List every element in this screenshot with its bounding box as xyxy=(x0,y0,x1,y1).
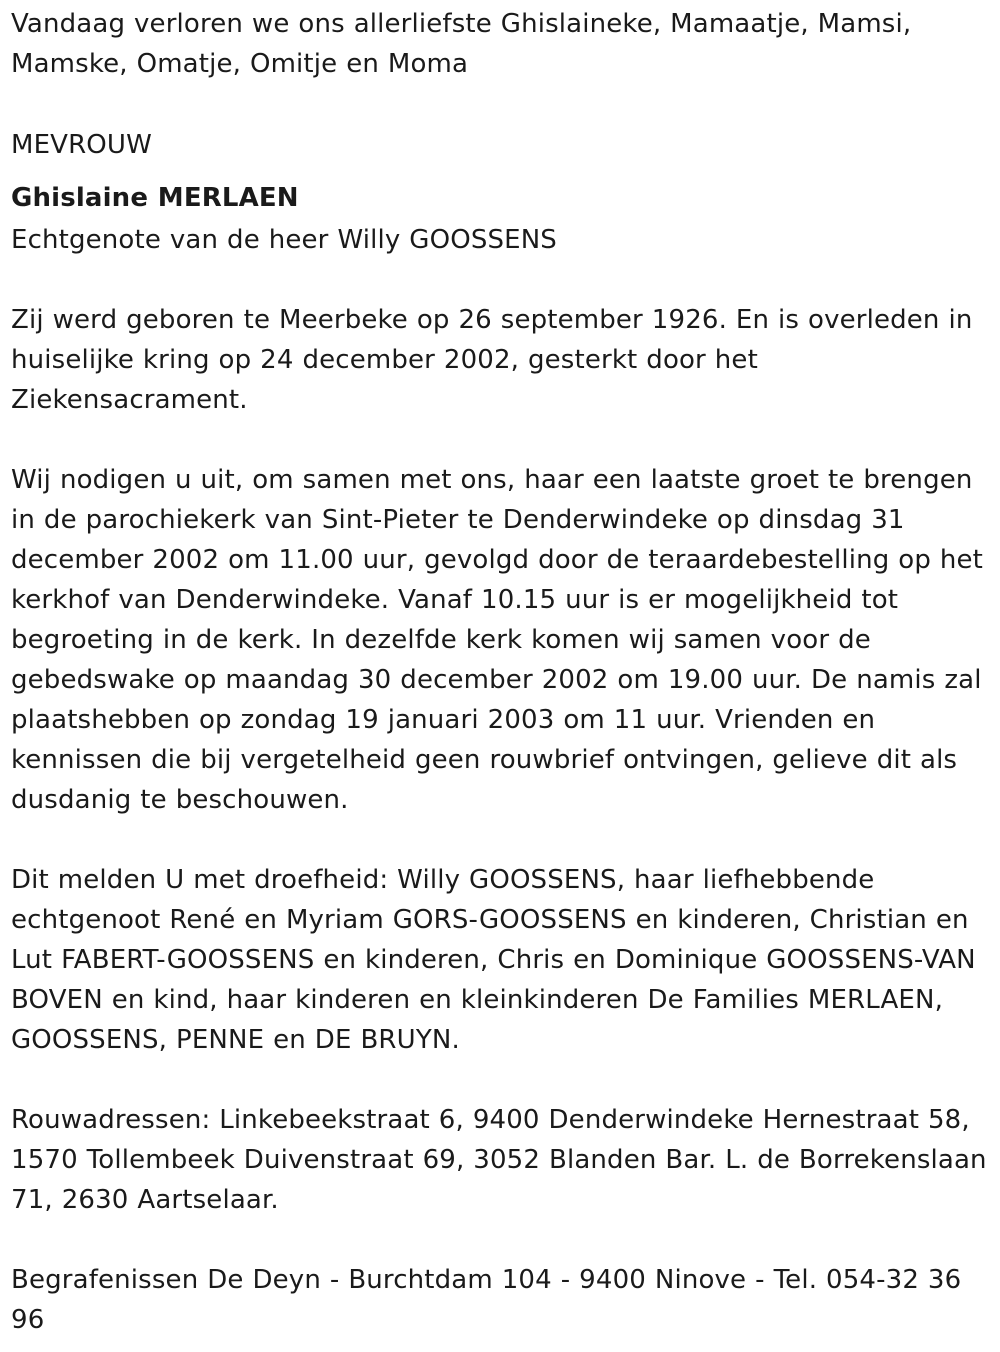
spouse-line: Echtgenote van de heer Willy GOOSSENS xyxy=(11,225,557,255)
spacer xyxy=(11,820,990,860)
spacer xyxy=(11,1220,990,1260)
family-paragraph: Dit melden U met droefheid: Willy GOOSSENS, haar liefhebbende echtgenoot René en Myriam GORS-GOOSSENS en kinderen, Christian en Lut FABERT-GOOSSENS en kinderen, Chris en Dominique GOOSSENS-VAN BOVEN en kind, haar kinderen en kleinkinderen De Families MERLAEN, GOOSSENS, PENNE en DE BRUYN. xyxy=(11,865,976,1055)
honorific-title: MEVROUW xyxy=(11,130,152,160)
spacer xyxy=(11,260,990,300)
addresses-paragraph: Rouwadressen: Linkebeekstraat 6, 9400 Denderwindeke Hernestraat 58, 1570 Tollembeek Duivenstraat 69, 3052 Blanden Bar. L. de Borrekenslaan 71, 2630 Aartselaar. xyxy=(11,1105,987,1215)
funeral-home-paragraph: Begrafenissen De Deyn - Burchtdam 104 - 9400 Ninove - Tel. 054-32 36 96 xyxy=(11,1265,962,1335)
birth-death-paragraph: Zij werd geboren te Meerbeke op 26 september 1926. En is overleden in huiselijke kring op 24 december 2002, gesterkt door het Ziekensacrament. xyxy=(11,305,973,415)
deceased-name: Ghislaine MERLAEN xyxy=(11,183,299,213)
ceremony-paragraph: Wij nodigen u uit, om samen met ons, haar een laatste groet te brengen in de parochiekerk van Sint-Pieter te Denderwindeke op dinsdag 31 december 2002 om 11.00 uur, gevolgd door de teraardebestelling op het kerkhof van Denderwindeke. Vanaf 10.15 uur is er mogelijkheid tot begroeting in de kerk. In dezelfde kerk komen wij samen voor de gebedswake op maandag 30 december 2002 om 19.00 uur. De namis zal plaatshebben op zondag 19 januari 2003 om 11 uur. Vrienden en kennissen die bij vergetelheid geen rouwbrief ontvingen, gelieve dit als dusdanig te beschouwen. xyxy=(11,465,984,815)
intro-paragraph: Vandaag verloren we ons allerliefste Ghislaineke, Mamaatje, Mamsi, Mamske, Omatje, Omitje en Moma xyxy=(11,9,912,79)
spacer xyxy=(11,420,990,460)
spacer xyxy=(11,84,990,119)
spacer xyxy=(11,1060,990,1100)
